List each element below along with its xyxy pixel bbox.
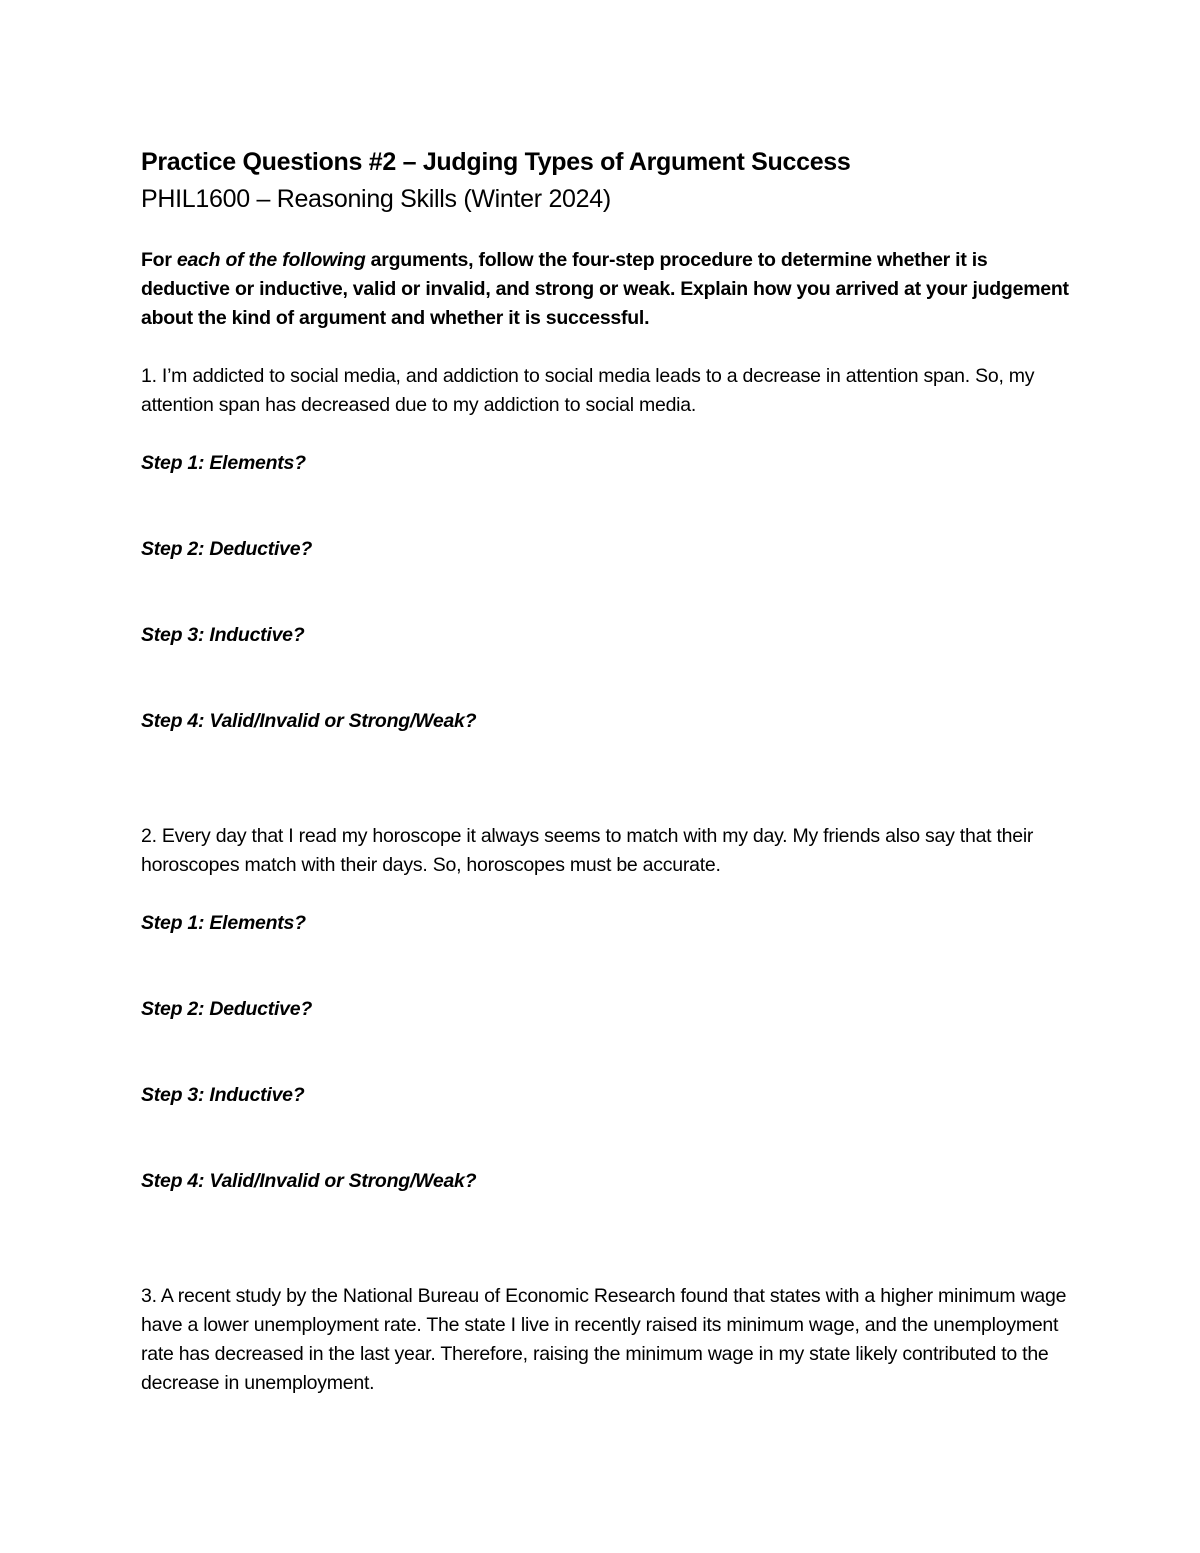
question-1-text: 1. I’m addicted to social media, and addiction to social media leads to a decrease in attention span. So, my attention span has decreased due to my addiction to social media. [141, 365, 1035, 416]
question-1-step-1: Step 1: Elements? [141, 452, 306, 474]
question-2-step-1: Step 1: Elements? [141, 912, 306, 934]
instructions-suffix: arguments, follow the four-step procedure to determine whether it is deductive or inductive, valid or invalid, and strong or weak. Explain how you arrived at your judgement about the kind of argument and whether it is successful. [141, 249, 1069, 329]
instructions-paragraph [141, 246, 1071, 333]
question-2-step-3: Step 3: Inductive? [141, 1084, 305, 1106]
document-subtitle: PHIL1600 – Reasoning Skills (Winter 2024) [141, 185, 611, 213]
question-1-step-2: Step 2: Deductive? [141, 538, 313, 560]
question-3-text: 3. A recent study by the National Bureau of Economic Research found that states with a higher minimum wage have a lower unemployment rate. The state I live in recently raised its minimum wage, and the unemployment rate has decreased in the last year. Therefore, raising the minimum wage in my state likely contributed to the decrease in unemployment. [141, 1285, 1067, 1394]
document-title: Practice Questions #2 – Judging Types of Argument Success [141, 148, 851, 176]
question-1-step-4: Step 4: Valid/Invalid or Strong/Weak? [141, 710, 477, 732]
instructions-prefix: For [141, 249, 177, 271]
question-2-step-2: Step 2: Deductive? [141, 998, 313, 1020]
question-2-step-4: Step 4: Valid/Invalid or Strong/Weak? [141, 1170, 477, 1192]
instructions-emphasis: each of the following [176, 249, 366, 271]
question-2-text: 2. Every day that I read my horoscope it always seems to match with my day. My friends also say that their horoscopes match with their days. So, horoscopes must be accurate. [141, 825, 1034, 876]
question-1-step-3: Step 3: Inductive? [141, 624, 305, 646]
